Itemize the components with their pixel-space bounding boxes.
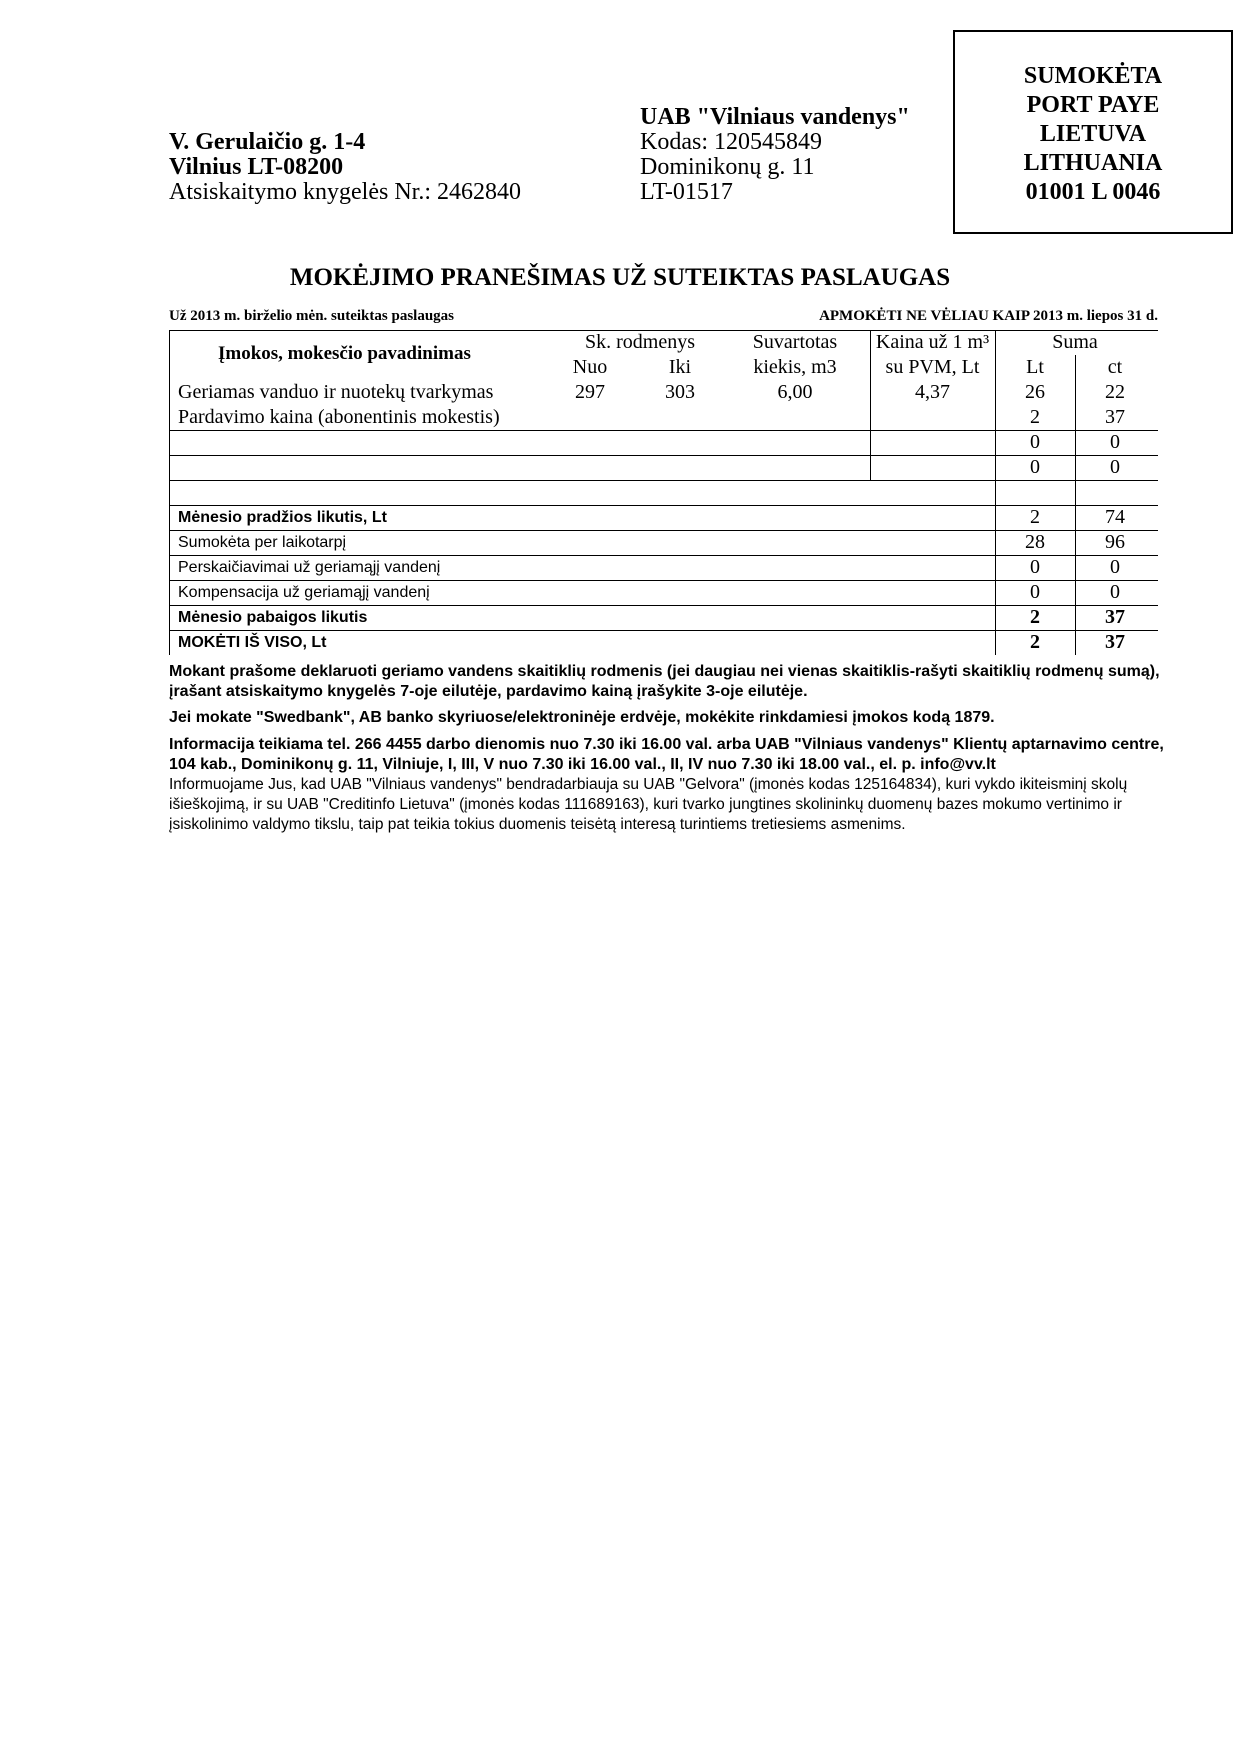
total-label: MOKĖTI IŠ VISO, Lt — [178, 634, 327, 651]
note-declare-readings: Mokant prašome deklaruoti geriamo vandens skaitiklių rodmenis (jei daugiau nei vienas skaitiklis-rašyti skaitiklių rodmenų sumą), įrašant atsiskaitymo knygelės 7-oje eilutėje, pardavimo kainą įrašykite 3-oje eilutėje. — [169, 663, 1160, 700]
header-price: Kaina už 1 m³ — [875, 331, 990, 353]
billing-period: Už 2013 m. birželio mėn. suteiktas paslaugas — [169, 308, 454, 324]
company-street: Dominikonų g. 11 — [640, 154, 815, 180]
note-contact-info: Informacija teikiama tel. 266 4455 darbo dienomis nuo 7.30 iki 16.00 val. arba UAB "Vilniaus vandenys" Klientų aptarnavimo centre, 104 kab., Dominikonų g. 11, Vilniuje, I, III, V nuo 7.30 iki 16.00 val., II, IV nuo 7.30 iki 18.00 val., el. p. info@vv.lt — [169, 736, 1164, 773]
company-postcode: LT-01517 — [640, 179, 733, 205]
header-to: Iki — [668, 356, 692, 378]
row-lt: 26 — [1025, 381, 1045, 403]
summary-label: Sumokėta per laikotarpį — [178, 534, 347, 551]
row-ct: 22 — [1105, 381, 1125, 403]
header-from: Nuo — [572, 356, 608, 378]
summary-ct: 37 — [1105, 606, 1125, 628]
row-ct: 37 — [1105, 406, 1125, 428]
header-name: Įmokos, mokesčio pavadinimas — [218, 343, 471, 364]
header-consumed-unit: kiekis, m3 — [753, 356, 837, 378]
postage-stamp-box — [953, 30, 1233, 234]
table-rule — [169, 330, 170, 655]
summary-ct: 96 — [1105, 531, 1125, 553]
summary-lt: 2 — [1030, 506, 1040, 528]
stamp-line: LITHUANIA — [1023, 149, 1163, 176]
summary-lt: 2 — [1030, 606, 1040, 628]
stamp-line: LIETUVA — [1039, 120, 1147, 147]
summary-lt: 28 — [1025, 531, 1045, 553]
company-code: Kodas: 120545849 — [640, 129, 822, 155]
document-title: MOKĖJIMO PRANEŠIMAS UŽ SUTEIKTAS PASLAUGAS — [289, 264, 951, 291]
row-ct: 0 — [1110, 456, 1120, 478]
summary-ct: 0 — [1110, 556, 1120, 578]
row-name: Pardavimo kaina (abonentinis mokestis) — [178, 406, 500, 428]
summary-label: Mėnesio pabaigos likutis — [178, 609, 368, 626]
row-price: 4,37 — [915, 381, 950, 403]
row-name: Geriamas vanduo ir nuotekų tvarkymas — [178, 381, 494, 403]
summary-lt: 0 — [1030, 556, 1040, 578]
summary-lt: 0 — [1030, 581, 1040, 603]
customer-city: Vilnius LT-08200 — [169, 154, 344, 180]
header-consumed: Suvartotas — [752, 331, 838, 353]
header-price-vat: su PVM, Lt — [885, 356, 980, 378]
summary-ct: 74 — [1105, 506, 1125, 528]
header-lt: Lt — [1026, 356, 1044, 378]
stamp-line: 01001 L 0046 — [1025, 178, 1161, 205]
note-swedbank: Jei mokate "Swedbank", AB banko skyriuose/elektroninėje erdvėje, mokėkite rinkdamiesi įmokos kodą 1879. — [169, 709, 995, 726]
row-lt: 0 — [1030, 456, 1040, 478]
summary-label: Mėnesio pradžios likutis, Lt — [178, 509, 387, 526]
row-quantity: 6,00 — [777, 381, 813, 403]
total-ct: 37 — [1105, 631, 1125, 653]
payment-deadline: APMOKĖTI NE VĖLIAU KAIP 2013 m. liepos 31 d. — [819, 308, 1158, 324]
row-lt: 2 — [1030, 406, 1040, 428]
row-from: 297 — [575, 381, 605, 403]
summary-label: Perskaičiavimai už geriamąjį vandenį — [178, 559, 441, 576]
total-lt: 2 — [1030, 631, 1040, 653]
header-meter-readings: Sk. rodmenys — [585, 331, 695, 353]
header-sum: Suma — [1052, 331, 1098, 353]
table-rule — [169, 480, 1158, 481]
customer-street: V. Gerulaičio g. 1-4 — [169, 129, 366, 155]
row-ct: 0 — [1110, 431, 1120, 453]
header-ct: ct — [1107, 356, 1123, 378]
row-lt: 0 — [1030, 431, 1040, 453]
note-partners: Informuojame Jus, kad UAB "Vilniaus vandenys" bendradarbiauja su UAB "Gelvora" (įmonės kodas 125164834), kuri vykdo ikiteisminį skolų išieškojimą, ir su UAB "Creditinfo Lietuva" (įmonės kodas 111689163), kuri tvarko jungtines skolininkų duomenų bazes mokumo vertinimo ir įsiskolinimo valdymo tikslu, taip pat teikia tokius duomenis teisėtą interesą turintiems tretiesiems asmenims. — [169, 776, 1128, 833]
row-to: 303 — [665, 381, 695, 403]
customer-account-number: Atsiskaitymo knygelės Nr.: 2462840 — [169, 179, 521, 205]
stamp-line: PORT PAYE — [1026, 91, 1160, 118]
company-name: UAB "Vilniaus vandenys" — [640, 104, 910, 130]
summary-ct: 0 — [1110, 581, 1120, 603]
stamp-line: SUMOKĖTA — [1023, 62, 1163, 89]
summary-label: Kompensacija už geriamąjį vandenį — [178, 584, 430, 601]
